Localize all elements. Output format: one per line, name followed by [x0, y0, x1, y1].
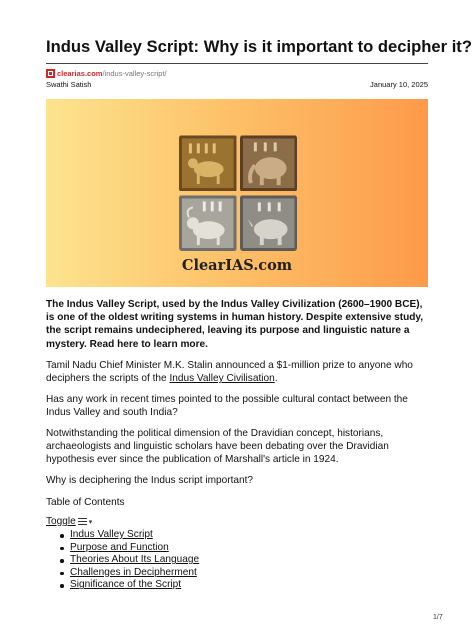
seal-rhino-image: [240, 195, 298, 252]
hamburger-icon: [78, 518, 87, 525]
article-title: Indus Valley Script: Why is it important to decipher it?: [46, 37, 472, 56]
toc-link-challenges-decipherment[interactable]: Challenges in Decipherment: [70, 566, 197, 578]
paragraph-prize: [46, 359, 430, 385]
toc-item: [70, 579, 199, 592]
toc-toggle-link[interactable]: Toggle: [46, 516, 76, 527]
source-domain: clearias.com: [57, 68, 103, 78]
toc-link-purpose-and-function[interactable]: Purpose and Function: [70, 541, 169, 553]
toc-heading: Table of Contents: [46, 497, 125, 508]
toc-list: [70, 529, 199, 592]
paragraph-prize-text: Tamil Nadu Chief Minister M.K. Stalin announced a $1-million prize to anyone who deciphers the scripts of the: [46, 360, 413, 385]
seal-zebu-image: [179, 195, 237, 252]
chevron-down-icon: ▾: [88, 518, 93, 526]
toc-item: [70, 567, 199, 580]
source-link[interactable]: [57, 69, 167, 78]
seal-elephant-image: [240, 135, 298, 192]
publish-date: January 10, 2025: [370, 80, 428, 89]
indus-seals-image: [179, 135, 297, 251]
toc-toggle[interactable]: [46, 516, 92, 527]
clearias-favicon-icon: [46, 69, 55, 78]
seal-bull-image: [179, 135, 237, 192]
source-path: /indus-valley-script/: [102, 68, 167, 78]
hero-brand-text: ClearIAS.com: [181, 257, 293, 274]
toc-item: [70, 554, 199, 567]
paragraph-prize-end: .: [274, 373, 278, 385]
paragraph-why-decipher: Why is deciphering the Indus script important?: [46, 475, 254, 486]
toc-link-significance-script[interactable]: Significance of the Script: [70, 579, 182, 591]
toc-link-indus-valley-script[interactable]: Indus Valley Script: [70, 529, 153, 540]
intro-paragraph: The Indus Valley Script, used by the Indus Valley Civilization (2600–1900 BCE), is one of the oldest writing systems in human history. Despite extensive study, the script remains undeciphered, leaving its purpose and linguistic nature a mystery. Read here to learn more.: [46, 299, 424, 350]
page-number: 1/7: [433, 614, 443, 621]
paragraph-cultural-contact: Has any work in recent times pointed to the possible cultural contact between the Indus Valley and south India?: [46, 394, 408, 419]
paragraph-dravidian: Notwithstanding the political dimension of the Dravidian concept, historians, archaeologists and linguistic scholars have been debating over the Dravidian hypothesis ever since the publication of Marshall's article in 1924.: [46, 428, 389, 466]
toc-link-theories-language[interactable]: Theories About Its Language: [70, 554, 200, 566]
indus-valley-civilisation-link[interactable]: Indus Valley Civilisation: [169, 373, 275, 385]
article-meta: [46, 80, 428, 89]
toc-item: [70, 529, 199, 542]
source-bar: [46, 63, 428, 80]
author-name: Swathi Satish: [46, 80, 92, 89]
toc-item: [70, 542, 199, 555]
hero-image: [46, 99, 428, 287]
